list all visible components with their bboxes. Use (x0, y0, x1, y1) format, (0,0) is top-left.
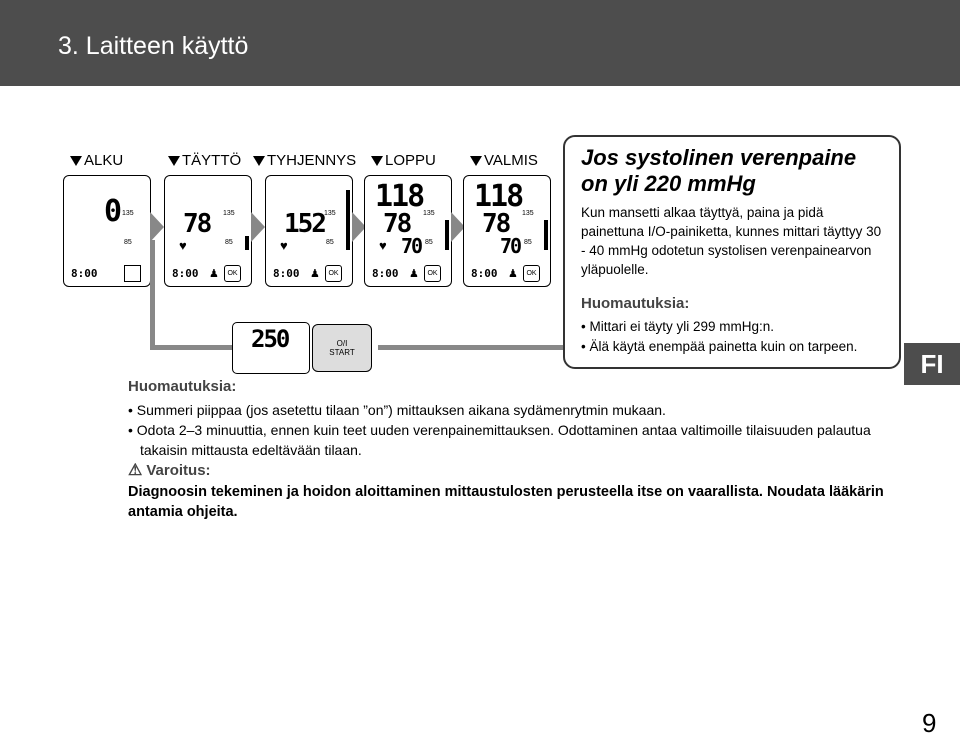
stage-label-alku: ALKU (70, 152, 123, 169)
button-label: O/I (336, 339, 348, 348)
person-icon: ♟ (209, 268, 219, 280)
down-triangle-icon (168, 156, 180, 166)
list-item: • Mittari ei täyty yli 299 mmHg:n. (581, 317, 857, 337)
lcd-reading-pulse: 70 (401, 234, 422, 258)
down-triangle-icon (253, 156, 265, 166)
tick-label: 135 (122, 210, 134, 217)
warning-heading: ⚠ Varoitus: (128, 462, 211, 479)
heart-icon: ♥ (179, 238, 187, 253)
tick-label: 85 (326, 239, 334, 246)
down-triangle-icon (470, 156, 482, 166)
ok-icon: OK (325, 265, 342, 282)
lcd-reading-diastolic: 78 (383, 209, 411, 239)
section-title: 3. Laitteen käyttö (58, 32, 249, 60)
tick-label: 135 (223, 210, 235, 217)
tick-label: 135 (423, 210, 435, 217)
list-item: • Älä käytä enempää painetta kuin on tarpeen. (581, 337, 857, 357)
down-triangle-icon (371, 156, 383, 166)
lcd-reading-systolic: 118 (474, 179, 523, 214)
lcd-display-valmis (463, 175, 551, 287)
lcd-display-taytto (164, 175, 252, 287)
ok-icon: OK (224, 265, 241, 282)
stage-label-taytto: TÄYTTÖ (168, 152, 241, 169)
device-illustration (232, 322, 378, 374)
page-header (0, 0, 960, 86)
page-number: 9 (922, 708, 937, 738)
down-triangle-icon (70, 156, 82, 166)
tick-label: 135 (522, 210, 534, 217)
stage-label-loppu: LOPPU (371, 152, 436, 169)
lcd-display-loppu (364, 175, 452, 287)
clock-readout: 8:00 (471, 267, 498, 280)
tick-label: 85 (425, 239, 433, 246)
tick-label: 85 (124, 239, 132, 246)
lcd-reading: 0 (104, 194, 121, 229)
info-box-notes-heading: Huomautuksia: (581, 295, 690, 312)
pressure-bar (245, 236, 249, 250)
pressure-bar (445, 220, 449, 250)
button-label: START (329, 348, 355, 357)
tick-label: 85 (225, 239, 233, 246)
tick-label: 85 (524, 239, 532, 246)
lcd-reading-pulse: 70 (500, 234, 521, 258)
connector-line (150, 240, 155, 350)
clock-readout: 8:00 (372, 267, 399, 280)
info-box-notes (581, 317, 857, 357)
clock-readout: 8:00 (273, 267, 300, 280)
connector-line (378, 345, 565, 350)
person-icon: ♟ (409, 268, 419, 280)
info-box-body: Kun mansetti alkaa täyttyä, paina ja pidä painettuna I/O-painiketta, kunnes mittari täyttyy 30 - 40 mmHg odotetun systolisen verenpainearvon yläpuolelle. (581, 205, 882, 277)
heart-icon: ♥ (379, 238, 387, 253)
tick-label: 135 (324, 210, 336, 217)
warning-text: Diagnoosin tekeminen ja hoidon aloittaminen mittaustulosten perusteella itse on vaarallista. Noudata lääkärin antamia ohjeita. (128, 484, 884, 520)
stage-label-valmis: VALMIS (470, 152, 538, 169)
notes-heading: Huomautuksia: (128, 378, 237, 395)
lcd-display-tyhjennys (265, 175, 353, 287)
notes-list (128, 400, 898, 460)
info-box-title: Jos systolinen verenpaine on yli 220 mmHg (581, 145, 857, 196)
device-screen (232, 322, 310, 374)
connector-line (150, 345, 235, 350)
device-reading: 250 (251, 325, 289, 353)
ok-icon: OK (424, 265, 441, 282)
lcd-reading-diastolic: 78 (482, 209, 510, 239)
pressure-bar (346, 190, 350, 250)
pressure-bar (544, 220, 548, 250)
info-box (563, 135, 901, 369)
person-icon: ♟ (310, 268, 320, 280)
clock-readout: 8:00 (71, 267, 98, 280)
list-item: • Odota 2–3 minuuttia, ennen kuin teet uuden verenpainemittauksen. Odottaminen antaa valtimoille tilaisuuden palautua takaisin mittausta edeltävään tilaan. (128, 420, 898, 460)
list-item: • Summeri piippaa (jos asetettu tilaan ”on”) mittauksen aikana sydämenrytmin mukaan. (128, 400, 898, 420)
lcd-display-alku (63, 175, 151, 287)
language-tab: FI (904, 343, 960, 385)
stage-label-tyhjennys: TYHJENNYS (253, 152, 356, 169)
empty-indicator (124, 265, 141, 282)
lcd-reading: 78 (183, 209, 211, 239)
start-button (312, 324, 372, 372)
warning-icon: ⚠ (128, 462, 143, 479)
ok-icon: OK (523, 265, 540, 282)
clock-readout: 8:00 (172, 267, 199, 280)
arrow-right-icon (150, 212, 164, 242)
lcd-reading-systolic: 118 (375, 179, 424, 214)
heart-icon: ♥ (280, 238, 288, 253)
arrow-right-icon (251, 212, 265, 242)
lcd-reading: 152 (284, 209, 325, 239)
person-icon: ♟ (508, 268, 518, 280)
